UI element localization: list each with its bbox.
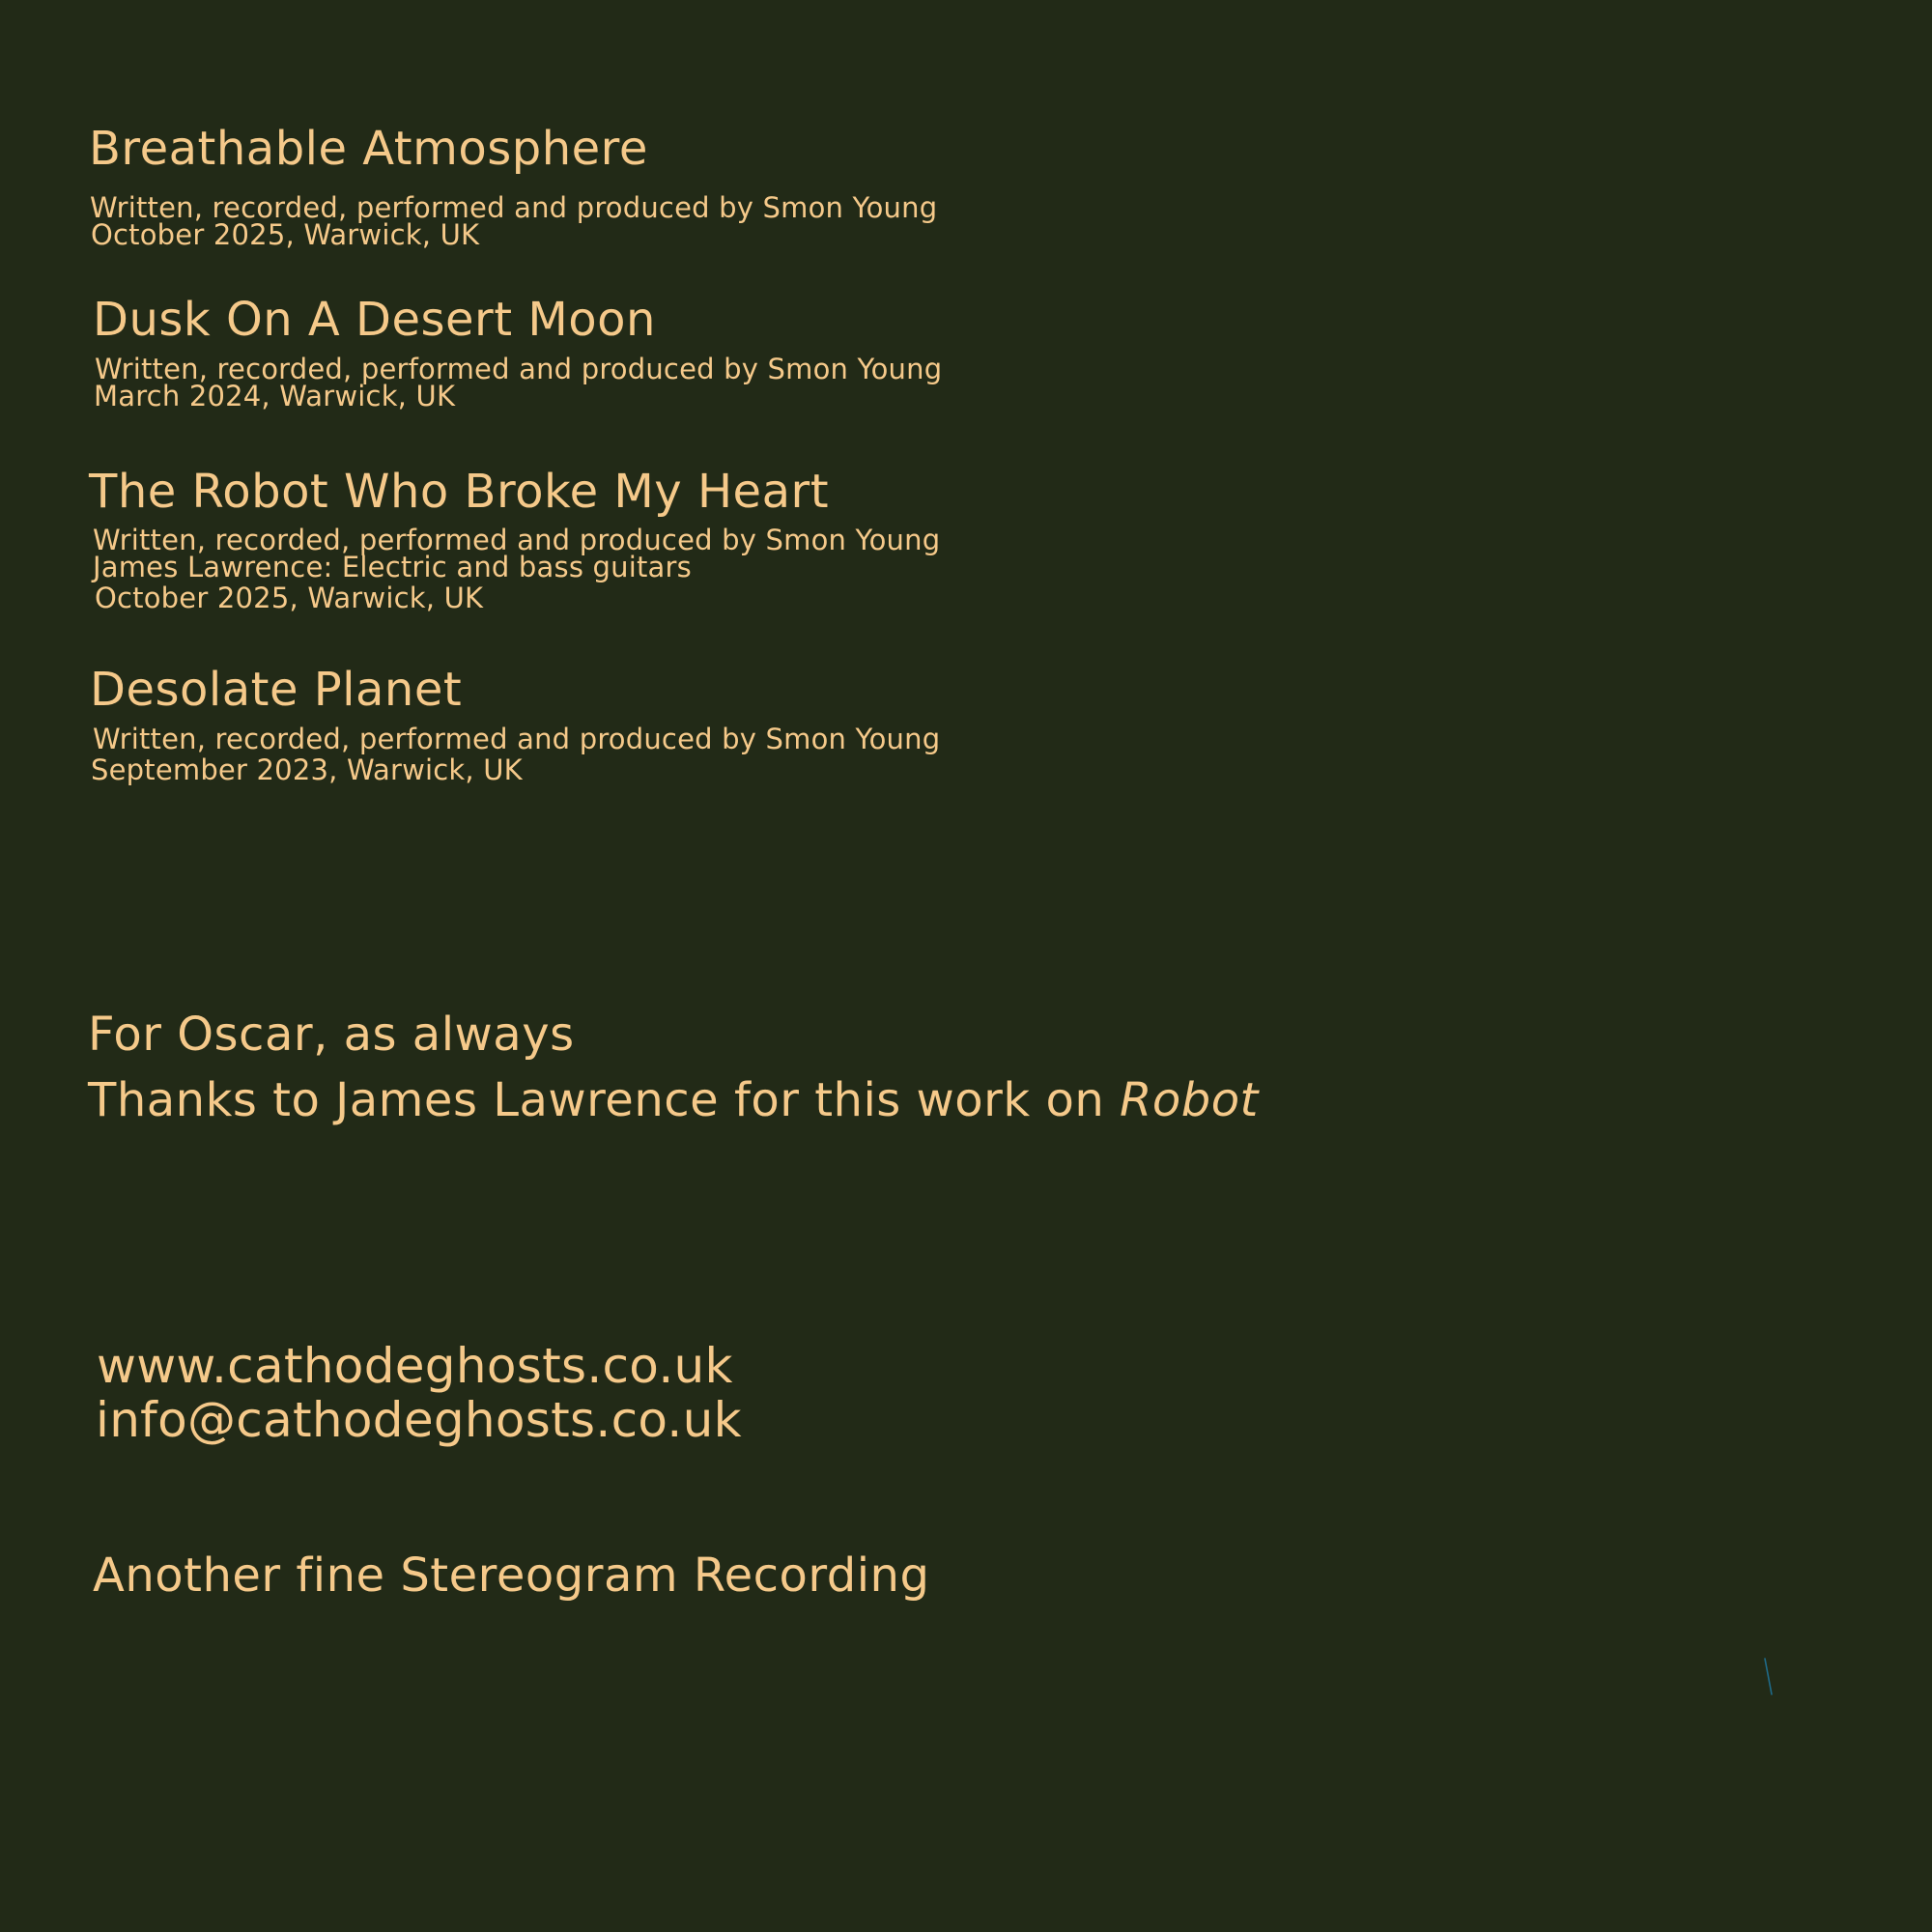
website-link[interactable]: www.cathodeghosts.co.uk (97, 1338, 733, 1394)
track-date: September 2023, Warwick, UK (91, 753, 523, 786)
track-credit: Written, recorded, performed and produced by Smon Young (93, 524, 941, 556)
track-date: October 2025, Warwick, UK (91, 218, 480, 251)
label-tagline: Another fine Stereogram Recording (93, 1548, 930, 1603)
track-date: October 2025, Warwick, UK (95, 582, 484, 614)
thanks-italic-title: Robot (1120, 1073, 1259, 1127)
track-title-dusk-on-a-desert-moon: Dusk On A Desert Moon (93, 293, 656, 347)
thanks-line (88, 1073, 1259, 1127)
track-credit: Written, recorded, performed and produced by Smon Young (95, 353, 943, 385)
track-title-desolate-planet: Desolate Planet (90, 663, 463, 717)
track-date: March 2024, Warwick, UK (94, 380, 456, 412)
track-title-breathable-atmosphere: Breathable Atmosphere (89, 122, 648, 176)
dedication-line: For Oscar, as always (88, 1008, 575, 1062)
email-link[interactable]: info@cathodeghosts.co.uk (96, 1392, 742, 1448)
track-title-the-robot-who-broke-my-heart: The Robot Who Broke My Heart (89, 465, 830, 519)
track-extra-credit: James Lawrence: Electric and bass guitars (93, 551, 692, 583)
track-credit: Written, recorded, performed and produced by Smon Young (93, 723, 941, 755)
accent-stroke-icon (1764, 1658, 1774, 1696)
track-credit: Written, recorded, performed and produced by Smon Young (90, 191, 938, 224)
thanks-text: Thanks to James Lawrence for this work on (88, 1073, 1120, 1127)
